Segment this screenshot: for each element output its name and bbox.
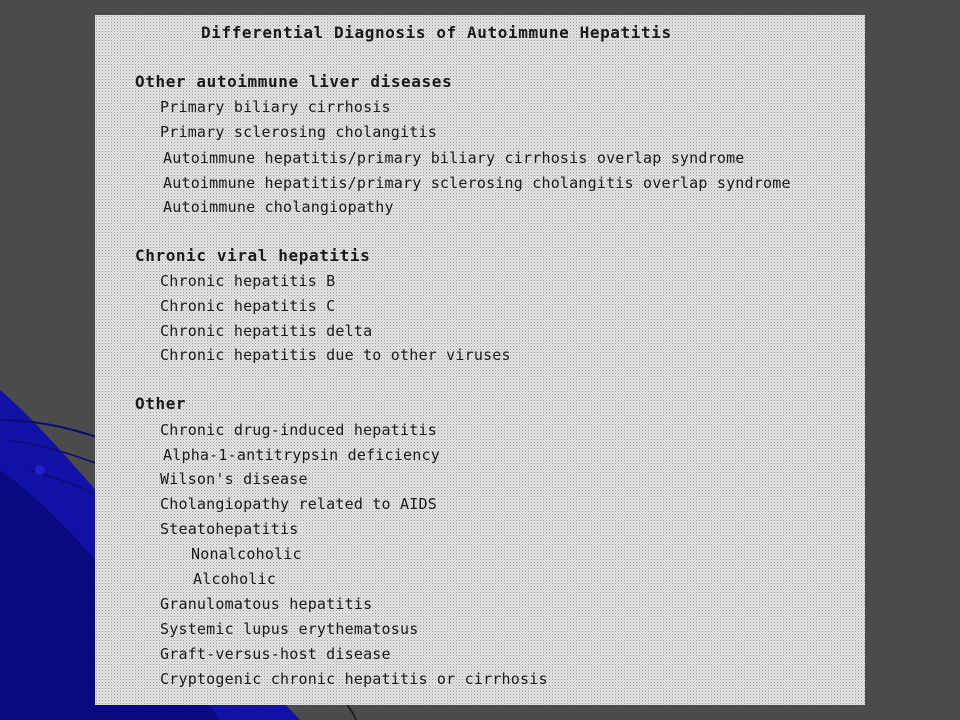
list-item: Wilson's disease bbox=[160, 470, 308, 488]
list-item: Primary sclerosing cholangitis bbox=[160, 123, 437, 141]
document-title: Differential Diagnosis of Autoimmune Hepatitis bbox=[201, 23, 672, 42]
list-subitem: Alcoholic bbox=[193, 570, 277, 588]
list-item: Autoimmune hepatitis/primary sclerosing cholangitis overlap syndrome bbox=[163, 174, 791, 192]
swoosh-dot-icon bbox=[35, 465, 45, 475]
list-item: Systemic lupus erythematosus bbox=[160, 620, 419, 638]
list-item: Primary biliary cirrhosis bbox=[160, 98, 391, 116]
list-item: Chronic hepatitis due to other viruses bbox=[160, 346, 511, 364]
list-item: Chronic hepatitis C bbox=[160, 297, 336, 315]
list-item: Chronic hepatitis delta bbox=[160, 322, 373, 340]
list-item: Cryptogenic chronic hepatitis or cirrhosis bbox=[160, 670, 548, 688]
section-heading: Other autoimmune liver diseases bbox=[135, 72, 453, 91]
list-subitem: Nonalcoholic bbox=[191, 545, 302, 563]
section-heading: Other bbox=[135, 394, 187, 413]
list-item: Autoimmune cholangiopathy bbox=[163, 198, 394, 216]
list-item: Autoimmune hepatitis/primary biliary cirrhosis overlap syndrome bbox=[163, 149, 745, 167]
list-item: Steatohepatitis bbox=[160, 520, 299, 538]
list-item: Graft-versus-host disease bbox=[160, 645, 391, 663]
list-item: Alpha-1-antitrypsin deficiency bbox=[163, 446, 440, 464]
list-item: Cholangiopathy related to AIDS bbox=[160, 495, 437, 513]
document-panel bbox=[95, 15, 865, 705]
section-heading: Chronic viral hepatitis bbox=[135, 246, 371, 265]
list-item: Granulomatous hepatitis bbox=[160, 595, 373, 613]
list-item: Chronic hepatitis B bbox=[160, 272, 336, 290]
list-item: Chronic drug-induced hepatitis bbox=[160, 421, 437, 439]
